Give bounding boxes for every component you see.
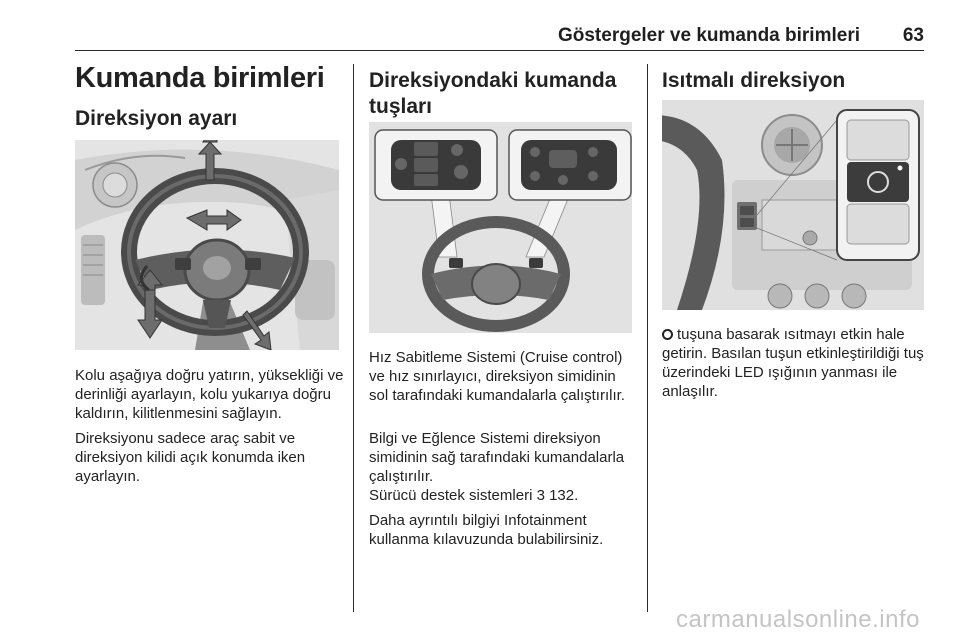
- paragraph-heated-steering-text: tuşuna basarak ısıtmayı etkin hale getirin. Basılan tuşun etkinleştirildiği tuş üzerindeki LED ışığının yanması ile anlaşılır.: [662, 326, 924, 400]
- column-divider-left: [353, 64, 354, 612]
- column-divider-right: [647, 64, 648, 612]
- heated-steering-wheel-icon: [662, 329, 673, 340]
- subheading-heated-steering: Isıtmalı direksiyon: [662, 69, 846, 92]
- main-heading: Kumanda birimleri: [75, 62, 325, 94]
- subheading-steering-controls: Direksiyondaki kumanda tuşları: [369, 69, 617, 118]
- steering-wheel-controls-illustration: [369, 122, 632, 333]
- subheading-steering-adjustment: Direksiyon ayarı: [75, 107, 238, 130]
- section-title: Göstergeler ve kumanda birimleri: [557, 25, 860, 46]
- paragraph-heated-steering: [662, 325, 932, 401]
- paragraph-adjust-steps: Kolu aşağıya doğru yatırın, yüksekliği ve derinliği ayarlayın, kolu yukarıya doğru kaldırın, kilitlenmesini sağlayın.: [75, 367, 344, 422]
- paragraph-infotainment-manual: Daha ayrıntılı bilgiyi Infotainment kullanma kılavuzunda bulabilirsiniz.: [369, 512, 604, 548]
- paragraph-cruise-control: Hız Sabitleme Sistemi (Cruise control) ve hız sınırlayıcı, direksiyon simidinin sol tarafındaki kumandalarla çalıştırılır.: [369, 349, 625, 404]
- paragraph-adjust-warning: Direksiyonu sadece araç sabit ve direksiyon kilidi açık konumda iken ayarlayın.: [75, 430, 306, 485]
- watermark: carmanualsonline.info: [676, 606, 920, 633]
- page-number: 63: [902, 25, 924, 46]
- header-divider: [75, 50, 924, 51]
- steering-adjustment-illustration: [75, 140, 339, 350]
- heated-steering-illustration: [662, 100, 924, 310]
- paragraph-driver-assistance: Sürücü destek sistemleri 3 132.: [369, 487, 579, 504]
- paragraph-infotainment-controls: Bilgi ve Eğlence Sistemi direksiyon simidinin sağ tarafındaki kumandalarla çalıştırılır.: [369, 430, 625, 485]
